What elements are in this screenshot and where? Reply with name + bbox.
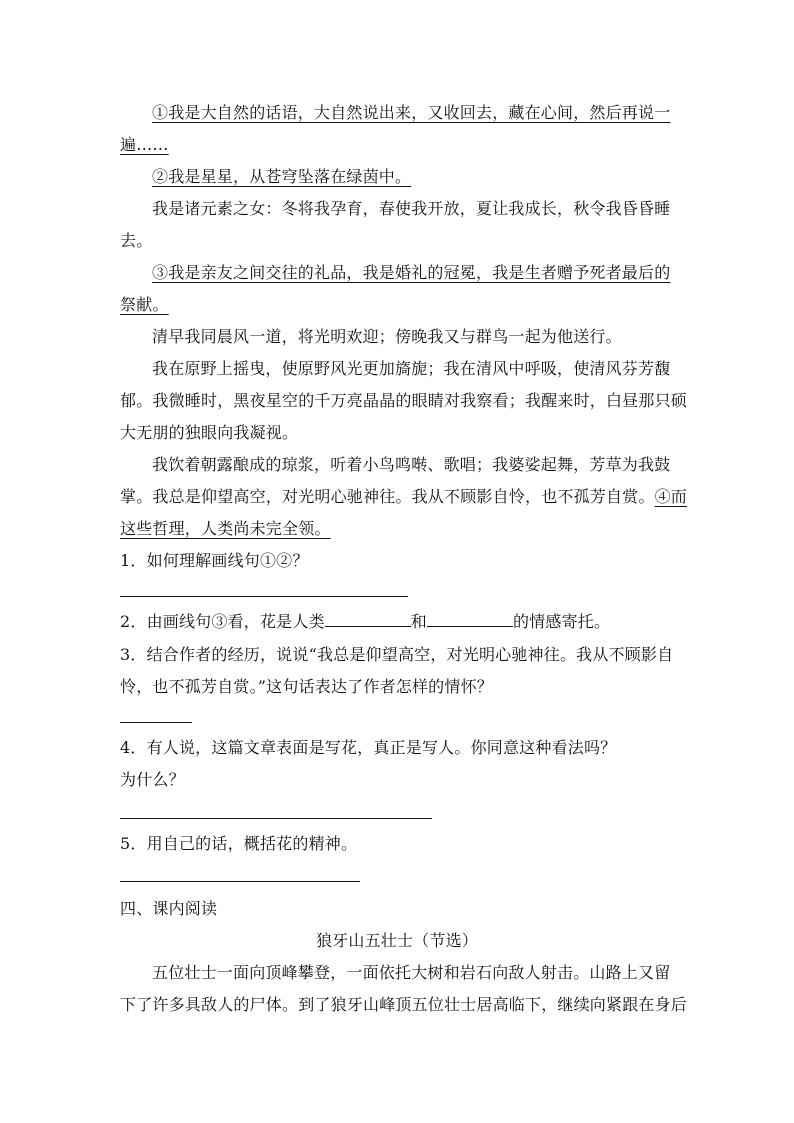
- passage-line-underlined-3: ③我是亲友之间交往的礼品，我是婚礼的冠冕，我是生者赠予死者最后的: [152, 263, 671, 282]
- passage-line: 清早我同晨风一道，将光明欢迎；傍晚我又与群鸟一起为他送行。: [152, 327, 622, 346]
- passage-line: 大无朋的独眼向我凝视。: [120, 423, 299, 442]
- passage-line: [120, 486, 687, 508]
- passage-text: 掌。我总是仰望高空，对光明心驰神往。我从不顾影自怜，也不孤芳自赏。: [120, 487, 655, 506]
- question-5: 5．用自己的话，概括花的精神。: [120, 834, 358, 853]
- passage-line: 我是诸元素之女：冬将我孕育，春使我开放，夏让我成长，秋令我昏昏睡: [152, 199, 671, 218]
- passage-underlined-4: ④而: [654, 487, 688, 506]
- answer-line-3[interactable]: [120, 722, 192, 723]
- section-title: 狼牙山五壮士（节选）: [315, 931, 478, 950]
- answer-line-5[interactable]: [120, 881, 360, 882]
- question-3-cont: 怜，也不孤芳自赏。”这句话表达了作者怎样的情怀？: [120, 677, 493, 696]
- section-paragraph-line: 下了许多具敌人的尸体。到了狼牙山峰顶五位壮士居高临下，继续向紧跟在身后: [120, 995, 688, 1014]
- answer-blank-2b[interactable]: [427, 612, 513, 627]
- answer-blank-2a[interactable]: [325, 612, 411, 627]
- passage-line-underlined-3b: 祭献。: [120, 295, 169, 314]
- passage-line: 我在原野上摇曳，使原野风光更加旖旎；我在清风中呼吸，使清风芬芳馥: [152, 359, 671, 378]
- answer-line-4[interactable]: [120, 818, 432, 819]
- question-2-text-end: 的情感寄托。: [512, 612, 611, 631]
- section-paragraph-line: 五位壮士一面向顶峰攀登，一面依托大树和岩石向敌人射击。山路上又留: [152, 963, 671, 982]
- question-2-text-and: 和: [410, 612, 427, 631]
- passage-line-underlined-1b: 遍……: [120, 135, 169, 154]
- passage-line: 郁。我微睡时，黑夜星空的千万亮晶晶的眼睛对我察看；我醒来时，白昼那只硕: [120, 391, 688, 410]
- passage-line: 我饮着朝露酿成的琼浆，听着小鸟鸣啭、歌唱；我婆娑起舞，芳草为我鼓: [152, 455, 671, 474]
- passage-line-underlined-1: ①我是大自然的话语，大自然说出来，又收回去，藏在心间，然后再说一: [152, 103, 671, 122]
- section-heading: 四、课内阅读: [120, 899, 218, 918]
- question-2: [120, 611, 610, 633]
- question-4-cont: 为什么？: [120, 770, 185, 789]
- passage-line-underlined-4b: 这些哲理，人类尚未完全领。: [120, 519, 331, 538]
- question-2-text: 2．由画线句③看，花是人类: [120, 612, 325, 631]
- question-3: 3．结合作者的经历，说说“我总是仰望高空，对光明心驰神往。我从不顾影自: [120, 645, 674, 664]
- answer-line-1[interactable]: [120, 596, 408, 597]
- question-1: 1．如何理解画线句①②？: [120, 551, 309, 570]
- passage-line-underlined-2: ②我是星星，从苍穹坠落在绿茵中。: [152, 167, 412, 186]
- passage-line: 去。: [120, 231, 153, 250]
- question-4: 4．有人说，这篇文章表面是写花，真正是写人。你同意这种看法吗？: [120, 738, 617, 757]
